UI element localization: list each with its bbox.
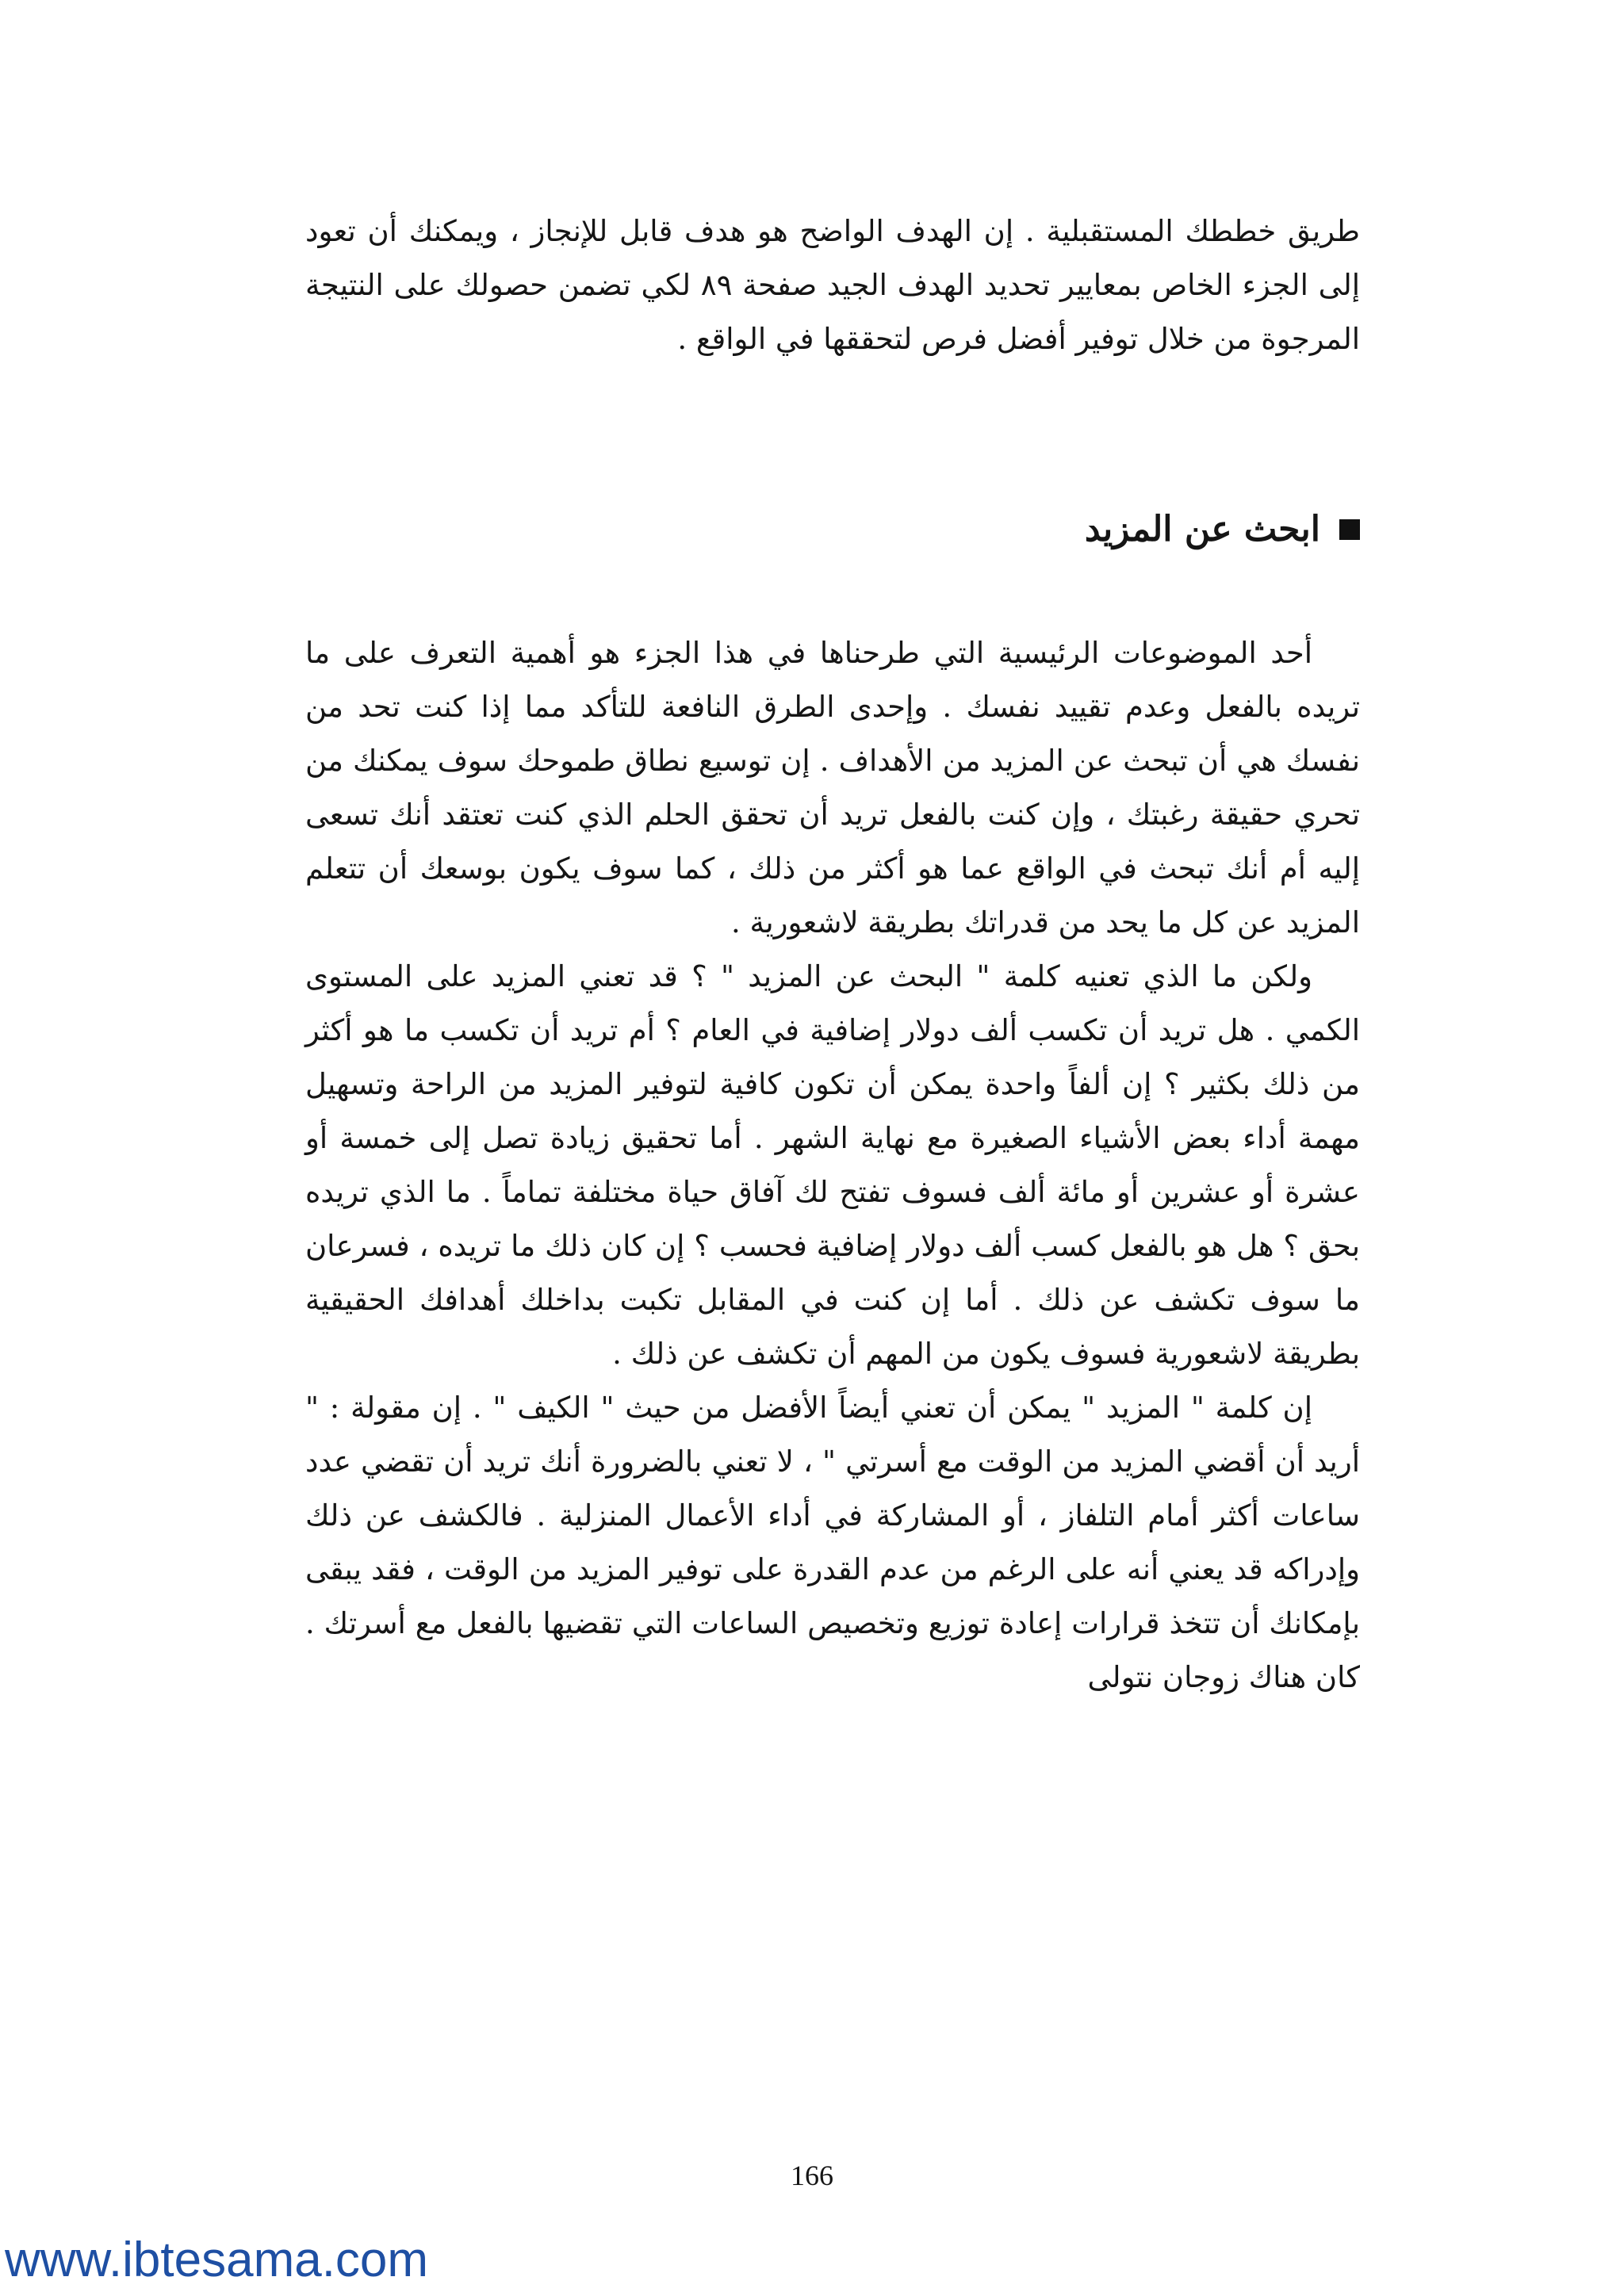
- paragraph: أحد الموضوعات الرئيسية التي طرحناها في هذا الجزء هو أهمية التعرف على ما تريده بالفعل وعدم تقييد نفسك . وإحدى الطرق النافعة للتأكد مما إذا كنت تحد من نفسك هي أن تبحث عن المزيد من الأهداف . إن توسيع نطاق طموحك سوف يمكنك من تحري حقيقة رغبتك ، وإن كنت بالفعل تريد أن تحقق الحلم الذي كنت تعتقد أنك تسعى إليه أم أنك تبحث في الواقع عما هو أكثر من ذلك ، كما سوف يكون بوسعك أن تتعلم المزيد عن كل ما يحد من قدراتك بطريقة لاشعورية .: [305, 636, 1360, 939]
- body-text: [305, 626, 1360, 1705]
- page-number: 166: [791, 2160, 833, 2191]
- section-heading-text: ابحث عن المزيد: [1084, 509, 1320, 549]
- section-heading: [1085, 506, 1360, 553]
- square-bullet-icon: [1339, 519, 1360, 540]
- paragraph: إن كلمة " المزيد " يمكن أن تعني أيضاً الأفضل من حيث " الكيف " . إن مقولة : " أريد أن أقضي المزيد من الوقت مع أسرتي " ، لا تعني بالضرورة أنك تريد أن تقضي عدد ساعات أكثر أمام التلفاز ، أو المشاركة في أداء الأعمال المنزلية . فالكشف عن ذلك وإدراكه قد يعني أنه على الرغم من عدم القدرة على توفير المزيد من الوقت ، فقد يبقى بإمكانك أن تتخذ قرارات إعادة توزيع وتخصيص الساعات التي تقضيها بالفعل مع أسرتك . كان هناك زوجان نتولى: [305, 1391, 1361, 1694]
- watermark-link[interactable]: www.ibtesama.com: [5, 2233, 429, 2287]
- paragraph: ولكن ما الذي تعنيه كلمة " البحث عن المزيد " ؟ قد تعني المزيد على المستوى الكمي . هل تريد أن تكسب ألف دولار إضافية في العام ؟ أم تريد أن تكسب ما هو أكثر من ذلك بكثير ؟ إن ألفاً واحدة يمكن أن تكون كافية لتوفير المزيد من الراحة وتسهيل مهمة أداء بعض الأشياء الصغيرة مع نهاية الشهر . أما تحقيق زيادة تصل إلى خمسة أو عشرة أو عشرين أو مائة ألف فسوف تفتح لك آفاق حياة مختلفة تماماً . ما الذي تريده بحق ؟ هل هو بالفعل كسب ألف دولار إضافية فحسب ؟ إن كان ذلك ما تريده ، فسرعان ما سوف تكشف عن ذلك . أما إن كنت في المقابل تكبت بداخلك أهدافك الحقيقية بطريقة لاشعورية فسوف يكون من المهم أن تكشف عن ذلك .: [305, 959, 1360, 1371]
- intro-paragraph: [305, 205, 1360, 366]
- intro-text: طريق خططك المستقبلية . إن الهدف الواضح هو هدف قابل للإنجاز ، ويمكنك أن تعود إلى الجزء الخاص بمعايير تحديد الهدف الجيد صفحة ٨٩ لكي تضمن حصولك على النتيجة المرجوة من خلال توفير أفضل فرص لتحققها في الواقع .: [305, 214, 1361, 356]
